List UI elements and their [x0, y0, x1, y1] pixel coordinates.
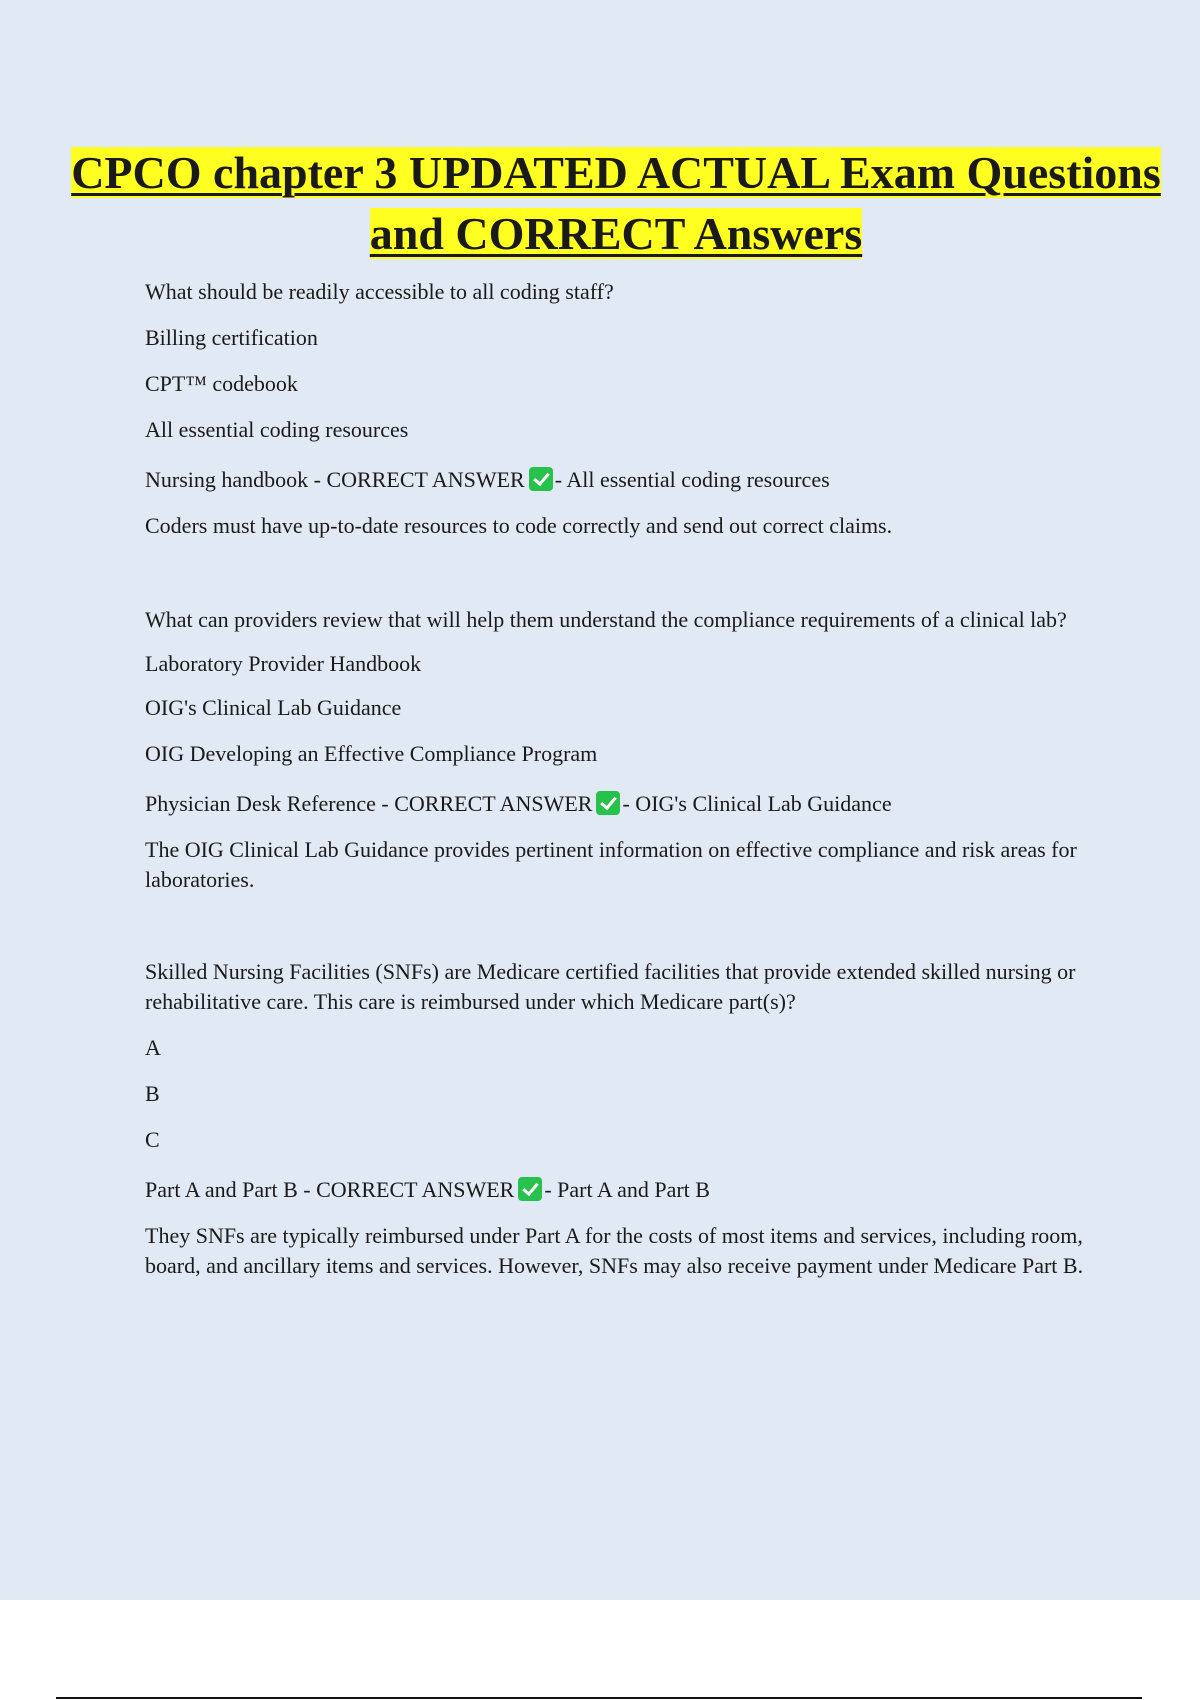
- option-item: All essential coding resources: [145, 417, 409, 442]
- question-list: [145, 277, 1085, 1281]
- option-item: A: [145, 1035, 161, 1060]
- answer-label: - CORRECT ANSWER: [381, 791, 593, 816]
- correct-answer: - OIG's Clinical Lab Guidance: [622, 791, 892, 816]
- correct-answer: - All essential coding resources: [554, 467, 830, 492]
- option-item: Laboratory Provider Handbook: [145, 651, 422, 676]
- explanation: The OIG Clinical Lab Guidance provides pertinent information on effective compliance and risk areas for laboratories.: [145, 837, 1077, 892]
- question-text: What should be readily accessible to all coding staff?: [145, 279, 614, 304]
- answer-line: [145, 789, 1085, 819]
- question-text: Skilled Nursing Facilities (SNFs) are Medicare certified facilities that provide extended skilled nursing or rehabilitative care. This care is reimbursed under which Medicare part(s)?: [145, 959, 1076, 1014]
- document-title-text: CPCO chapter 3 UPDATED ACTUAL Exam Questions and CORRECT Answers: [71, 147, 1161, 259]
- option-item: CPT™ codebook: [145, 371, 298, 396]
- last-option: Nursing handbook: [145, 467, 309, 492]
- answer-line: [145, 1175, 1085, 1205]
- question-block-1: [145, 277, 1085, 541]
- answer-label: - CORRECT ANSWER: [303, 1177, 515, 1202]
- check-mark-icon: [529, 467, 553, 491]
- question-block-2: [145, 605, 1085, 895]
- question-text: What can providers review that will help them understand the compliance requirements of a clinical lab?: [145, 607, 1067, 632]
- correct-answer: - Part A and Part B: [544, 1177, 710, 1202]
- option-item: C: [145, 1127, 160, 1152]
- question-block-3: [145, 957, 1085, 1281]
- footer-divider: [56, 1697, 1142, 1699]
- check-mark-icon: [518, 1177, 542, 1201]
- last-option: Physician Desk Reference: [145, 791, 376, 816]
- check-mark-icon: [596, 791, 620, 815]
- document-title: [60, 142, 1172, 264]
- last-option: Part A and Part B: [145, 1177, 298, 1202]
- explanation: They SNFs are typically reimbursed under Part A for the costs of most items and services, including room, board, and ancillary items and services. However, SNFs may also receive payment under Medicare Part B.: [145, 1223, 1084, 1278]
- option-item: Billing certification: [145, 325, 318, 350]
- option-item: OIG's Clinical Lab Guidance: [145, 695, 402, 720]
- answer-line: [145, 465, 1085, 495]
- option-item: B: [145, 1081, 160, 1106]
- explanation: Coders must have up-to-date resources to code correctly and send out correct claims.: [145, 513, 893, 538]
- answer-label: - CORRECT ANSWER: [313, 467, 525, 492]
- option-item: OIG Developing an Effective Compliance Program: [145, 741, 598, 766]
